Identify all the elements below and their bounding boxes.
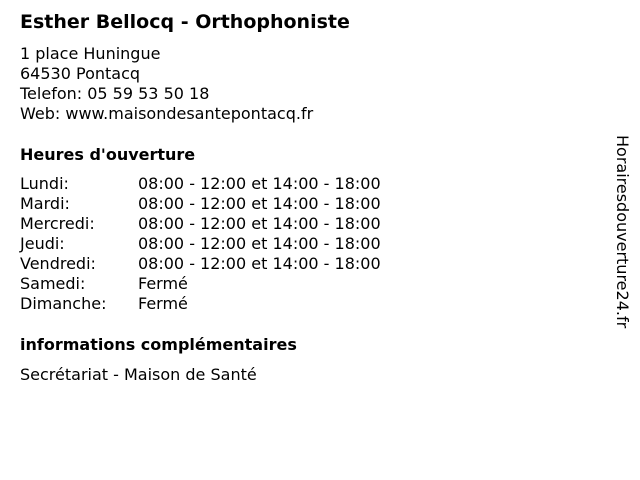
hours-day: Lundi: bbox=[20, 174, 69, 193]
phone-number: Telefon: 05 59 53 50 18 bbox=[20, 84, 210, 103]
hours-time: 08:00 - 12:00 et 14:00 - 18:00 bbox=[138, 254, 381, 273]
hours-day: Jeudi: bbox=[20, 234, 65, 253]
hours-row bbox=[20, 194, 381, 214]
address-street: 1 place Huningue bbox=[20, 44, 161, 63]
hours-time: 08:00 - 12:00 et 14:00 - 18:00 bbox=[138, 194, 381, 213]
hours-time: Fermé bbox=[138, 294, 188, 313]
business-contact bbox=[20, 44, 313, 124]
hours-row bbox=[20, 234, 381, 254]
info-text: Secrétariat - Maison de Santé bbox=[20, 365, 257, 384]
hours-time: 08:00 - 12:00 et 14:00 - 18:00 bbox=[138, 174, 381, 193]
hours-heading: Heures d'ouverture bbox=[20, 145, 196, 164]
hours-row bbox=[20, 274, 381, 294]
info-heading: informations complémentaires bbox=[20, 335, 297, 354]
hours-row bbox=[20, 174, 381, 194]
hours-table bbox=[20, 174, 381, 314]
site-watermark: Horairesdouverture24.fr bbox=[613, 135, 632, 329]
hours-time: Fermé bbox=[138, 274, 188, 293]
hours-day: Mardi: bbox=[20, 194, 70, 213]
hours-time: 08:00 - 12:00 et 14:00 - 18:00 bbox=[138, 234, 381, 253]
website: Web: www.maisondesantepontacq.fr bbox=[20, 104, 314, 123]
hours-day: Vendredi: bbox=[20, 254, 96, 273]
hours-row bbox=[20, 214, 381, 234]
hours-day: Samedi: bbox=[20, 274, 86, 293]
hours-row bbox=[20, 254, 381, 274]
hours-day: Dimanche: bbox=[20, 294, 107, 313]
address-city: 64530 Pontacq bbox=[20, 64, 141, 83]
hours-row bbox=[20, 294, 381, 314]
business-name: Esther Bellocq - Orthophoniste bbox=[20, 11, 350, 33]
hours-time: 08:00 - 12:00 et 14:00 - 18:00 bbox=[138, 214, 381, 233]
hours-day: Mercredi: bbox=[20, 214, 95, 233]
